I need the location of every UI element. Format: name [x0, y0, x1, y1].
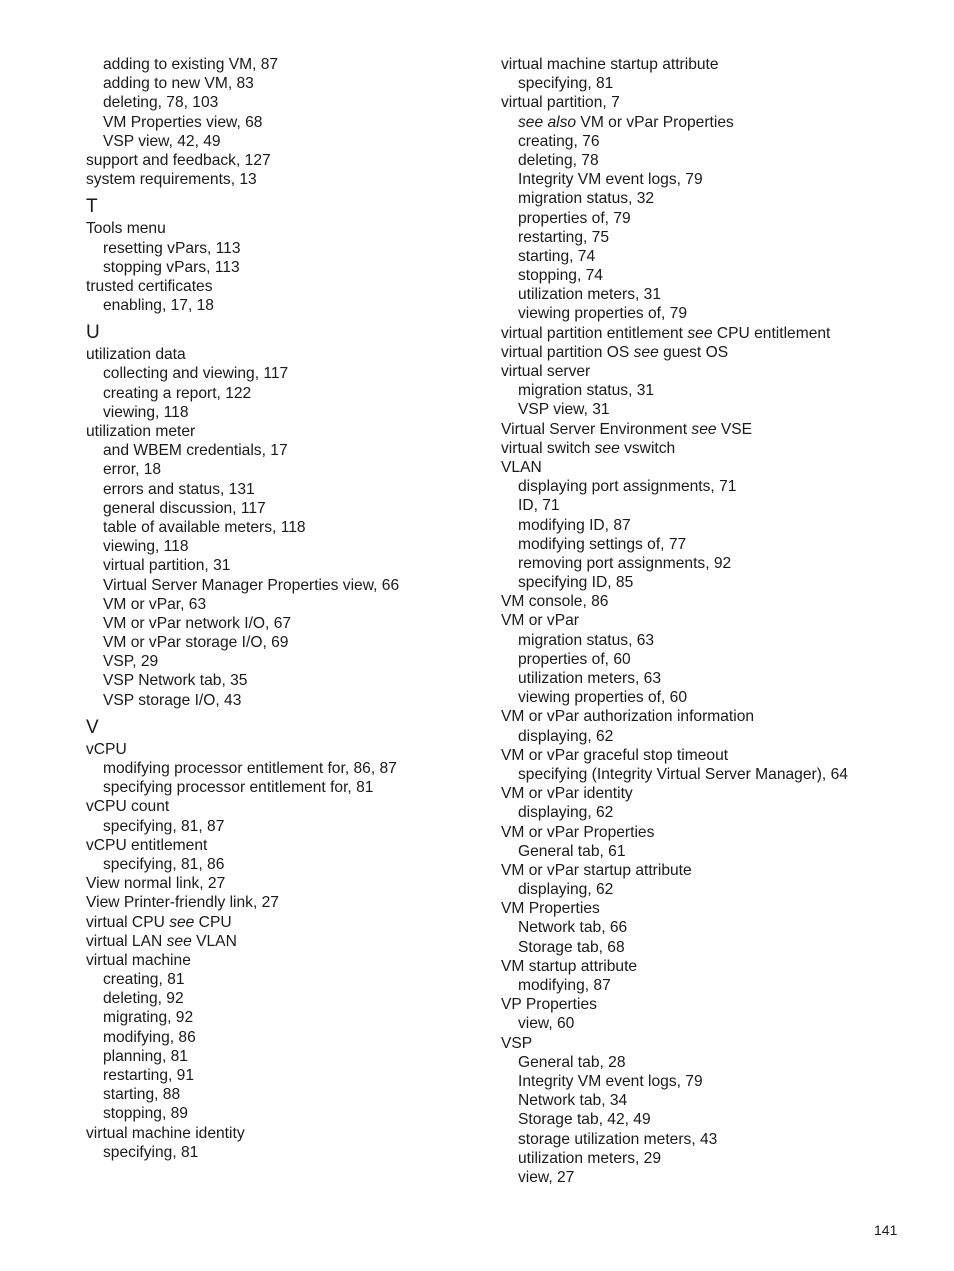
index-subentry: viewing properties of, 60 [518, 689, 688, 707]
index-entry: View normal link, 27 [86, 875, 226, 893]
index-subentry: specifying, 81 [103, 1143, 199, 1161]
index-letter-heading: T [86, 196, 98, 218]
index-entry: vCPU [86, 740, 127, 758]
index-column-right [501, 55, 921, 1187]
index-subentry: Network tab, 34 [518, 1092, 628, 1110]
entry-text: virtual CPU [86, 913, 170, 931]
index-entry: system requirements, 13 [86, 171, 257, 189]
index-subentry: stopping, 89 [103, 1105, 188, 1123]
index-subentry: utilization meters, 29 [518, 1149, 662, 1167]
index-subentry: migration status, 63 [518, 631, 655, 649]
index-subentry: modifying, 86 [103, 1028, 196, 1046]
entry-text: virtual LAN [86, 932, 167, 950]
index-subentry: VM or vPar network I/O, 67 [103, 614, 292, 632]
index-entry: VM or vPar Properties [501, 823, 655, 841]
see-reference: see [691, 420, 717, 438]
index-entry: vCPU count [86, 798, 170, 816]
see-target: VLAN [191, 932, 237, 950]
index-subentry: creating a report, 122 [103, 384, 252, 402]
index-subentry: Network tab, 66 [518, 919, 628, 937]
index-entry: virtual server [501, 363, 591, 380]
index-subentry: removing port assignments, 92 [518, 554, 732, 572]
index-subentry [501, 113, 921, 132]
index-subentry: modifying ID, 87 [518, 516, 631, 534]
index-subentry: migration status, 31 [518, 382, 655, 400]
index-subentry: modifying settings of, 77 [518, 535, 687, 553]
index-entry [501, 420, 921, 439]
index-subentry: specifying, 81, 86 [103, 855, 225, 873]
index-entry: virtual machine identity [86, 1124, 245, 1142]
index-subentry: errors and status, 131 [103, 480, 255, 498]
index-subentry: utilization meters, 63 [518, 670, 662, 687]
see-reference: see [169, 913, 195, 931]
index-entry: VM startup attribute [501, 957, 638, 975]
index-subentry: stopping, 74 [518, 267, 603, 285]
index-subentry: deleting, 92 [103, 990, 184, 1008]
index-subentry: displaying, 62 [518, 804, 614, 822]
index-subentry: deleting, 78 [518, 151, 599, 169]
see-target: VM or vPar Properties [576, 113, 734, 131]
index-entry [501, 343, 921, 362]
page-number: 141 [874, 1222, 898, 1238]
index-subentry: ID, 71 [518, 497, 560, 515]
index-subentry: specifying ID, 85 [518, 574, 634, 592]
index-entry: support and feedback, 127 [86, 151, 271, 169]
index-entry [501, 439, 921, 458]
index-subentry: creating, 81 [103, 971, 185, 989]
index-subentry: creating, 76 [518, 132, 600, 150]
index-entry: VM console, 86 [501, 593, 609, 611]
index-subentry: deleting, 78, 103 [103, 94, 219, 112]
entry-text: virtual partition OS [501, 343, 634, 361]
index-subentry: modifying, 87 [518, 977, 611, 994]
see-target: vswitch [619, 439, 676, 457]
index-entry: VSP [501, 1034, 533, 1052]
index-subentry: modifying processor entitlement for, 86, 87 [103, 760, 397, 777]
index-entry [86, 913, 486, 932]
index-subentry: migrating, 92 [103, 1009, 194, 1027]
index-subentry: Storage tab, 68 [518, 938, 625, 956]
entry-text: virtual partition entitlement [501, 324, 688, 342]
index-entry: VM or vPar authorization information [501, 708, 755, 726]
index-subentry: storage utilization meters, 43 [518, 1130, 718, 1148]
index-entry: trusted certificates [86, 277, 213, 295]
index-subentry: specifying, 81 [518, 75, 614, 93]
index-subentry: VSP view, 31 [518, 401, 610, 419]
index-subentry: specifying processor entitlement for, 81 [103, 779, 374, 797]
index-column-left [86, 55, 486, 1162]
index-subentry: adding to existing VM, 87 [103, 56, 279, 73]
index-subentry: Integrity VM event logs, 79 [518, 171, 703, 189]
index-subentry: viewing properties of, 79 [518, 305, 688, 323]
index-subentry: properties of, 79 [518, 209, 631, 227]
see-reference: see also [518, 113, 577, 131]
index-subentry: virtual partition, 31 [103, 557, 231, 575]
index-subentry: and WBEM credentials, 17 [103, 442, 288, 460]
index-subentry: General tab, 28 [518, 1053, 626, 1071]
see-target: CPU entitlement [712, 324, 831, 342]
index-entry: virtual partition, 7 [501, 94, 620, 112]
index-subentry: stopping vPars, 113 [103, 258, 240, 276]
index-entry: virtual machine startup attribute [501, 56, 719, 73]
index-subentry: table of available meters, 118 [103, 518, 306, 536]
see-target: VSE [716, 420, 753, 438]
index-subentry: displaying, 62 [518, 727, 614, 745]
index-subentry: resetting vPars, 113 [103, 239, 241, 257]
index-entry: VLAN [501, 458, 542, 476]
index-subentry: VM or vPar storage I/O, 69 [103, 634, 289, 652]
index-subentry: error, 18 [103, 461, 162, 479]
index-subentry: restarting, 75 [518, 228, 610, 246]
index-subentry: General tab, 61 [518, 842, 626, 860]
index-subentry: adding to new VM, 83 [103, 75, 254, 93]
index-letter-heading: V [86, 716, 99, 738]
index-subentry: VSP Network tab, 35 [103, 672, 248, 690]
entry-text: virtual switch [501, 439, 595, 457]
entry-text: Virtual Server Environment [501, 420, 692, 438]
index-entry: VM or vPar [501, 612, 579, 630]
index-subentry: Storage tab, 42, 49 [518, 1111, 651, 1129]
index-entry: VM or vPar graceful stop timeout [501, 746, 729, 764]
see-reference: see [633, 343, 659, 361]
index-subentry: view, 60 [518, 1015, 575, 1033]
index-subentry: restarting, 91 [103, 1067, 195, 1084]
index-subentry: VSP, 29 [103, 653, 159, 671]
index-subentry: properties of, 60 [518, 650, 631, 668]
see-reference: see [166, 932, 192, 950]
index-entry: vCPU entitlement [86, 836, 208, 854]
index-subentry: displaying, 62 [518, 881, 614, 899]
index-subentry: specifying (Integrity Virtual Server Manager), 64 [518, 765, 848, 783]
index-subentry: specifying, 81, 87 [103, 817, 225, 835]
index-letter-heading: U [86, 322, 100, 344]
index-entry [86, 932, 486, 951]
index-subentry: view, 27 [518, 1168, 575, 1186]
index-subentry: viewing, 118 [103, 538, 189, 556]
index-subentry: Integrity VM event logs, 79 [518, 1072, 703, 1090]
see-reference: see [687, 324, 713, 342]
index-entry: VM Properties [501, 900, 600, 918]
index-subentry: viewing, 118 [103, 403, 189, 421]
index-subentry: general discussion, 117 [103, 499, 266, 517]
index-entry: utilization meter [86, 423, 196, 440]
index-entry: utilization data [86, 346, 186, 364]
index-subentry: Virtual Server Manager Properties view, 66 [103, 576, 400, 594]
index-subentry: VSP storage I/O, 43 [103, 691, 242, 709]
index-entry [501, 324, 921, 343]
index-entry: VM or vPar identity [501, 785, 633, 803]
index-subentry: planning, 81 [103, 1047, 188, 1065]
see-target: guest OS [658, 343, 729, 361]
index-subentry: VM or vPar, 63 [103, 595, 207, 613]
index-subentry: VM Properties view, 68 [103, 113, 263, 131]
index-subentry: migration status, 32 [518, 190, 655, 208]
index-entry: virtual machine [86, 951, 191, 969]
index-subentry: displaying port assignments, 71 [518, 478, 737, 496]
see-reference: see [594, 439, 620, 457]
see-target: CPU [194, 913, 232, 931]
index-subentry: VSP view, 42, 49 [103, 132, 221, 150]
index-subentry: starting, 74 [518, 247, 596, 265]
index-subentry: enabling, 17, 18 [103, 297, 214, 315]
index-entry: Tools menu [86, 220, 166, 238]
index-entry: VM or vPar startup attribute [501, 861, 692, 879]
index-subentry: collecting and viewing, 117 [103, 365, 289, 383]
index-subentry: starting, 88 [103, 1086, 181, 1104]
index-entry: VP Properties [501, 996, 597, 1014]
index-entry: View Printer-friendly link, 27 [86, 894, 279, 912]
index-subentry: utilization meters, 31 [518, 286, 662, 304]
